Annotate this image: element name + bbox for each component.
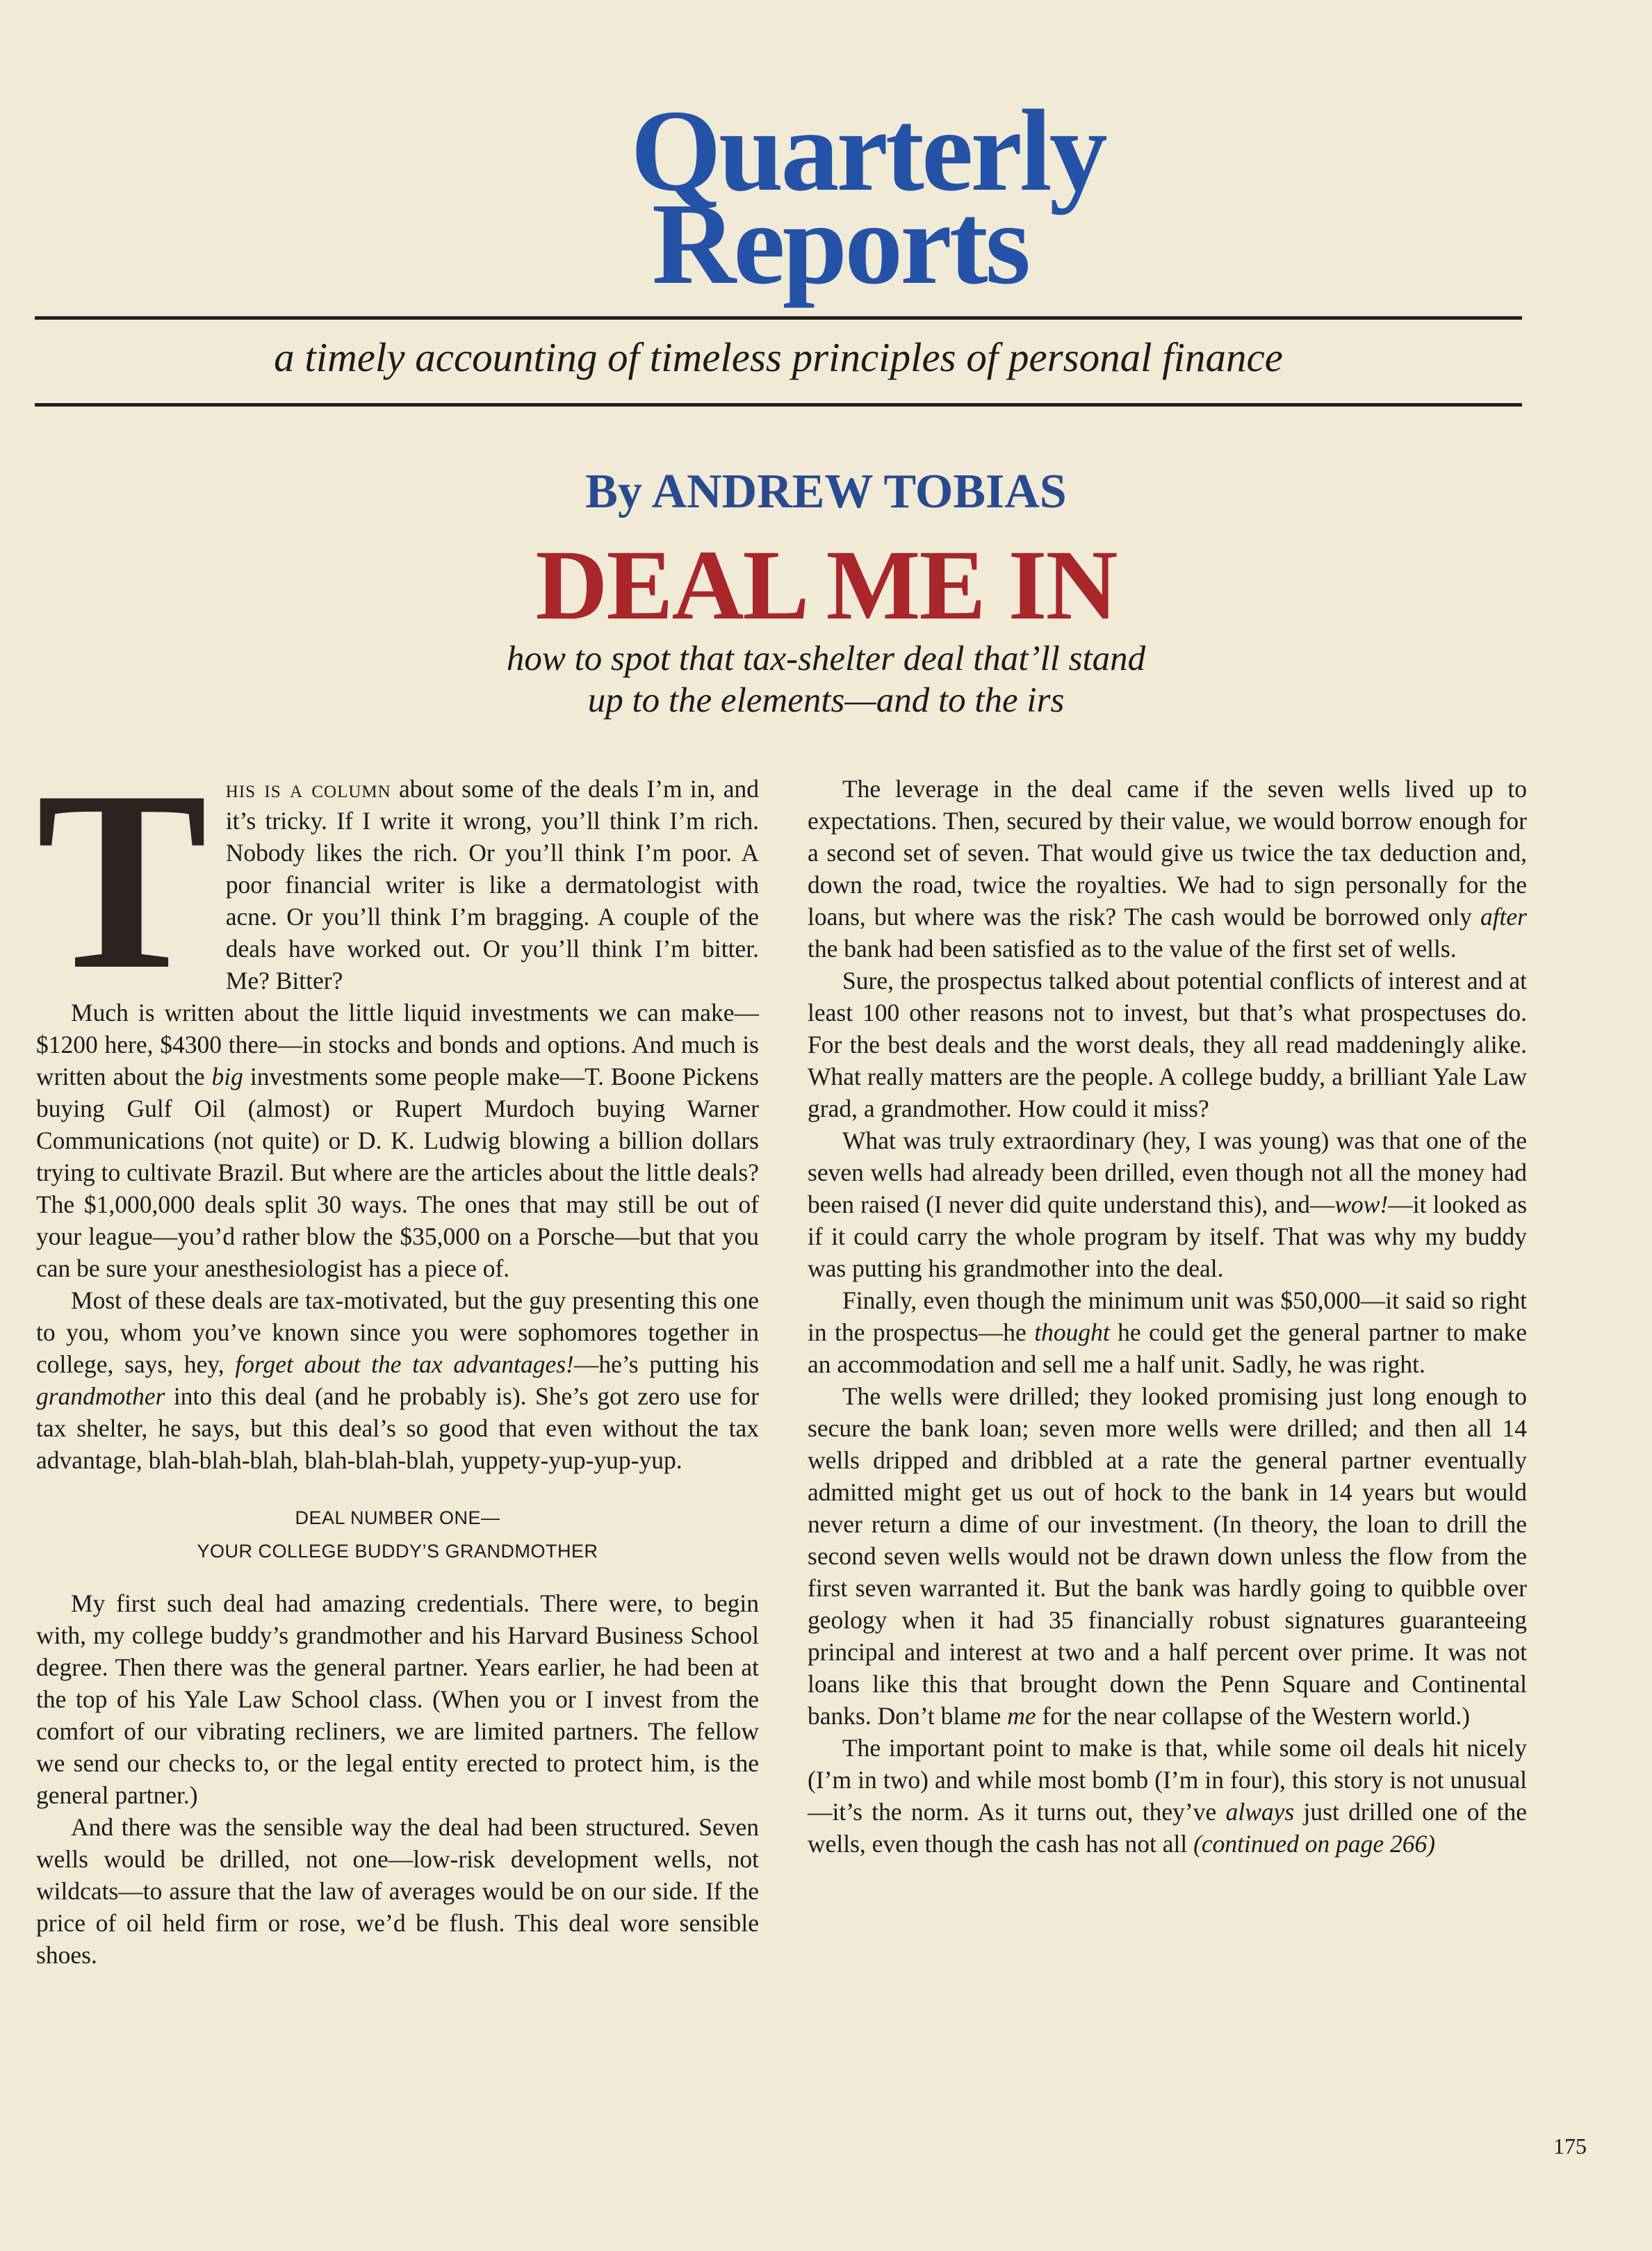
continued-notice: (continued on page 266) xyxy=(1193,1830,1436,1858)
right-column xyxy=(808,773,1527,1860)
section-heading: DEAL NUMBER ONE— YOUR COLLEGE BUDDY’S GRANDMOTHER xyxy=(197,1507,598,1562)
drop-cap: T xyxy=(36,738,208,1023)
paragraph: Much is written about the little liquid investments we can make—$1200 here, $4300 there—in stocks and bonds and options. And much is written about the big investments some people make—T. Boone Pickens buying Gulf Oil (almost) or Rupert Murdoch buying Warner Communications (not quite) or D. K. Ludwig blowing a billion dollars trying to cultivate Brazil. But where are the articles about the little deals? The $1,000,000 deals split 30 ways. The ones that may still be out of your league—you’d rather blow the $35,000 on a Porsche—but that you can be sure your anesthesiologist has a piece of. xyxy=(36,999,759,1282)
left-column xyxy=(36,738,759,1971)
page-number: 175 xyxy=(1553,2134,1587,2159)
top-rule xyxy=(35,316,1522,320)
paragraph: The important point to make is that, while some oil deals hit nicely (I’m in two) and while most bomb (I’m in four), this story is not unusual—it’s the norm. As it turns out, they’ve always just drilled one of the wells, even though the cash has not all (continued on page 266) xyxy=(808,1734,1527,1858)
paragraph: The wells were drilled; they looked promising just long enough to secure the bank loan; seven more wells were drilled; and then all 14 wells dripped and dribbled at a rate the general partner eventually admitted might get us out of hock to the bank in 14 years but would never return a dime of our investment. (In theory, the loan to drill the second seven wells would not be drawn down unless the flow from the first seven warranted it. But the bank was hardly going to quibble over geology when it had 35 financially robust signatures guaranteeing principal and interest at two and a half percent over prime. It was not loans like this that brought down the Penn Square and Continental banks. Don’t blame me for the near collapse of the Western world.) xyxy=(808,1382,1527,1730)
paragraph: The leverage in the deal came if the seven wells lived up to expectations. Then, secured by their value, we would borrow enough for a second set of seven. That would give us twice the tax deduction and, down the road, twice the royalties. We had to sign personally for the loans, but where was the risk? The cash would be borrowed only after the bank had been satisfied as to the value of the first set of wells. xyxy=(808,775,1527,963)
paragraph: Sure, the prospectus talked about potential conflicts of interest and at least 100 other reasons not to invest, but that’s what prospectuses do. For the best deals and the worst deals, they all read maddeningly alike. What really matters are the people. A college buddy, a brilliant Yale Law grad, a grandmother. How could it miss? xyxy=(808,967,1527,1122)
bottom-rule xyxy=(35,403,1522,407)
article-dek xyxy=(0,638,1652,721)
column-masthead xyxy=(0,86,1652,309)
paragraph: What was truly extraordinary (hey, I was young) was that one of the seven wells had already been drilled, even though not all the money had been raised (I never did quite understand this), and—wow!—it looked as if it could carry the whole program by itself. That was why my buddy was putting his grandmother into the deal. xyxy=(808,1127,1528,1282)
article-headline: DEAL ME IN xyxy=(535,530,1117,641)
dek-line-2: up to the elements—and to the irs xyxy=(587,681,1065,720)
paragraph: And there was the sensible way the deal had been structured. Seven wells would be drilled, not one—low-risk development wells, not wildcats—to assure that the law of averages would be on our side. If the price of oil held firm or rose, we’d be flush. This deal wore sensible shoes. xyxy=(36,1813,759,1969)
paragraph: Finally, even though the minimum unit was $50,000—it said so right in the prospectus—he thought he could get the general partner to make an accommodation and sell me a half unit. Sadly, he was right. xyxy=(808,1286,1527,1378)
paragraph: My first such deal had amazing credentials. There were, to begin with, my college buddy’s grandmother and his Harvard Business School degree. Then there was the general partner. Years earlier, he had been at the top of his Yale Law School class. (When you or I invest from the comfort of our vibrating recliners, we are limited partners. The fellow we send our checks to, or the legal entity erected to protect him, is the general partner.) xyxy=(36,1589,759,1809)
lead-in: his is a column xyxy=(225,775,391,803)
paragraph: Most of these deals are tax-motivated, but the guy presenting this one to you, whom you’ve known since you were sophomores together in college, says, hey, forget about the tax advantages!—he’s putting his grandmother into this deal (and he probably is). She’s got zero use for tax shelter, he says, but this deal’s so good that even without the tax advantage, blah-blah-blah, blah-blah-blah, yuppety-yup-yup-yup. xyxy=(36,1286,759,1474)
paragraph: This is a column about some of the deals I’m in, and it’s tricky. If I write it wrong, you’ll think I’m rich. Nobody likes the rich. Or you’ll think I’m poor. A poor financial writer is like a dermatologist with acne. Or you’ll think I’m bragging. A couple of the deals have worked out. Or you’ll think I’m bitter. Me? Bitter? xyxy=(36,738,759,1023)
column-subtitle: a timely accounting of timeless principles of personal finance xyxy=(274,334,1283,380)
byline: By ANDREW TOBIAS xyxy=(585,465,1067,518)
masthead-line-2: Reports xyxy=(651,179,1029,309)
masthead-line-1: Quarterly xyxy=(630,86,1105,215)
dek-line-1: how to spot that tax-shelter deal that’ll stand xyxy=(506,639,1146,678)
